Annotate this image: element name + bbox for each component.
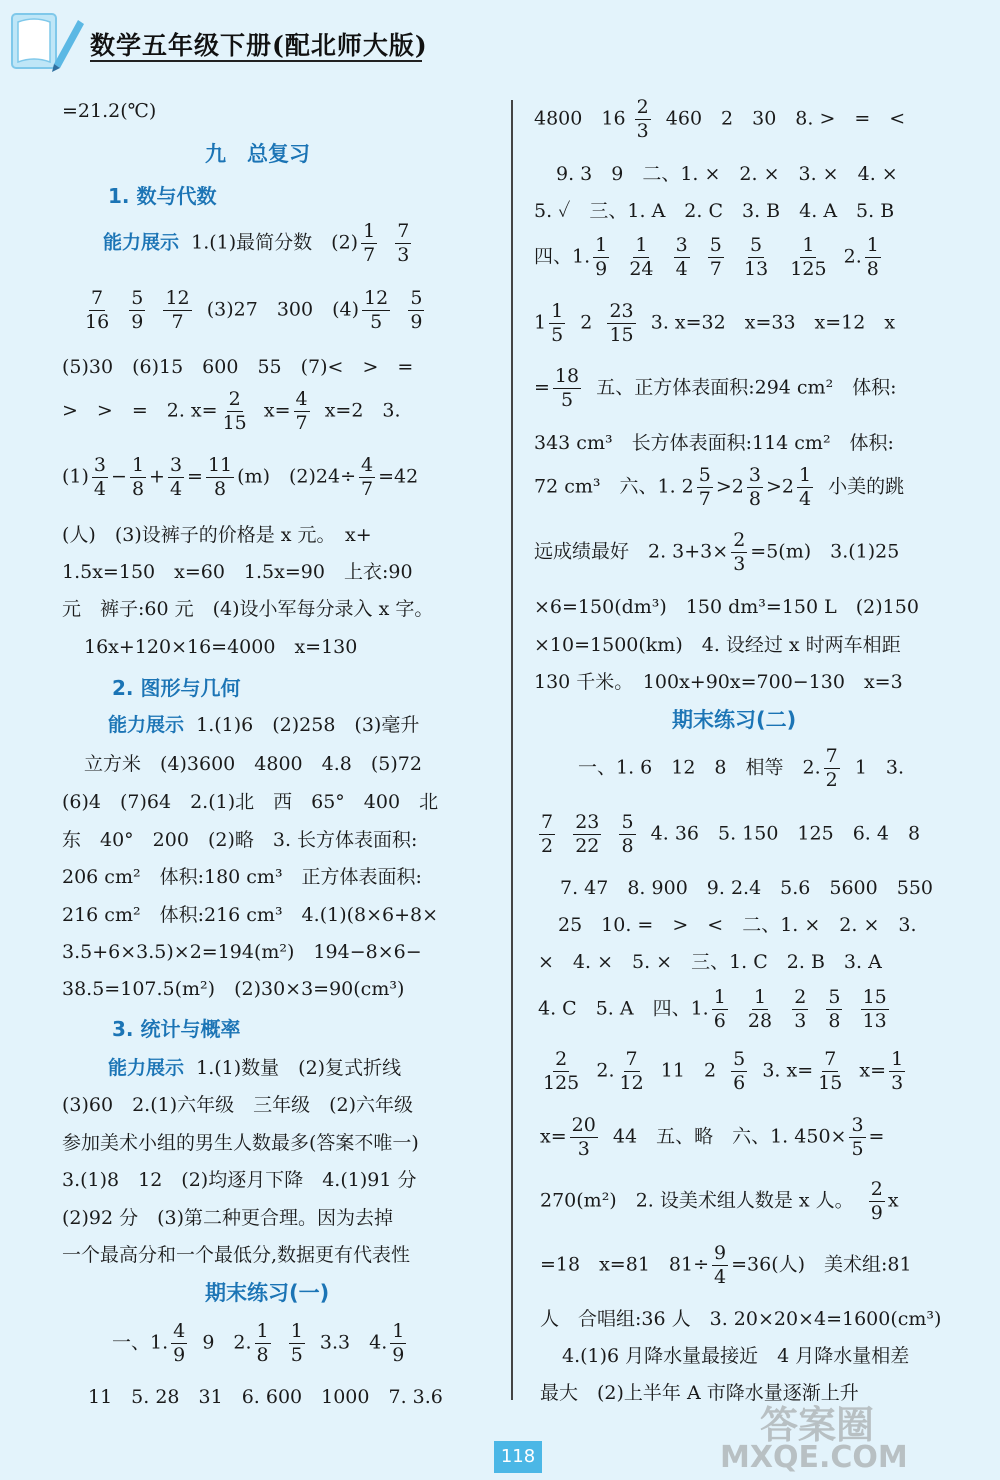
text-line: 216 cm² 体积:216 cm³ 4.(1)(8×6+8× [62,904,439,926]
text-line: 3.(1)8 12 (2)均逐月下降 4.(1)91 分 [62,1169,417,1191]
text-line: 能力展示 1.(1)数量 (2)复式折线 [108,1057,402,1079]
fraction: $\frac{5}{13}$ [743,234,769,280]
page-header [0,0,1000,88]
text-line: 72 cm³ 六、1. 2 $\frac{5}{7}$ >2 $\frac{3}{8}$ >2 $\frac{1}{4}$ 小美的跳 [534,464,905,510]
text-line: 能力展示 1.(1)最简分数 (2) $\frac{1}{7}$ $\frac{7}{3}$ [103,220,410,266]
text-line: 元 裤子:60 元 (4)设小军每分录入 x 字。 [62,598,434,620]
text-line: 人 合唱组:36 人 3. 20×20×4=1600(cm³) [540,1308,942,1330]
text-line: 25 10. = > < 二、1. × 2. × 3. [558,914,917,936]
fraction: $\frac{7}{12}$ [619,1048,644,1094]
header-underline [90,60,422,62]
section-title: 期末练习(二) [672,708,797,732]
text-line: > > = 2. x= $\frac{2}{15}$ x= $\frac{4}{7}$ x=2 3. [62,388,401,434]
fraction: $\frac{1}{5}$ [290,1320,303,1366]
fraction: $\frac{5}{8}$ [828,986,841,1032]
section-title: 期末练习(一) [205,1281,330,1305]
fraction: $\frac{5}{9}$ [410,287,423,333]
text-line: (1) $\frac{3}{4}$ − $\frac{1}{8}$ + $\frac{3}{4}$ = $\frac{11}{8}$ (m) (2)24÷ $\frac{4}{7}$ =42 [62,454,419,500]
fraction: $\frac{3}{4}$ [93,454,107,500]
text-line: 一、1. 6 12 8 相等 2. $\frac{7}{2}$ 1 3. [578,745,905,791]
fraction: $\frac{7}{3}$ [397,220,410,266]
text-line: ×6=150(dm³) 150 dm³=150 L (2)150 [534,596,919,618]
text-line: (6)4 (7)64 2.(1)北 西 65° 400 北 [62,791,439,813]
text-line: 参加美术小组的男生人数最多(答案不唯一) [62,1132,419,1154]
text-line: 11 5. 28 31 6. 600 1000 7. 3.6 [88,1386,443,1408]
fraction: $\frac{1}{8}$ [256,1320,269,1366]
text-line: 16x+120×16=4000 x=130 [84,636,358,658]
fraction: $\frac{1}{6}$ [713,986,726,1032]
text-line: =21.2(℃) [62,100,157,122]
text-line: 4.(1)6 月降水量最接近 4 月降水量相差 [562,1345,910,1367]
fraction: $\frac{1}{28}$ [747,986,773,1032]
section-title: 3. 统计与概率 [112,1017,241,1041]
text-line: (人) (3)设裤子的价格是 x 元。 x+ [62,524,372,546]
fraction: $\frac{4}{7}$ [361,454,374,500]
text-line: 206 cm² 体积:180 cm³ 正方体表面积: [62,866,422,888]
fraction: $\frac{1}{24}$ [629,234,654,280]
fraction: $\frac{7}{2}$ [541,811,554,857]
text-line: $\frac{7}{16}$ $\frac{5}{9}$ $\frac{12}{7}$ (3)27 300 (4) $\frac{12}{5}$ $\frac{5}{9}$ [85,287,423,333]
fraction: $\frac{15}{13}$ [862,986,887,1032]
text-line: 最大 (2)上半年 A 市降水量逐渐上升 [540,1382,859,1404]
fraction: $\frac{2}{3}$ [733,529,746,575]
fraction: $\frac{1}{8}$ [866,234,879,280]
fraction: $\frac{4}{7}$ [295,388,308,434]
text-line: 343 cm³ 长方体表面积:114 cm² 体积: [534,432,894,454]
text-line: 1 $\frac{1}{5}$ 2 $\frac{23}{15}$ 3. x=32 x=33 x=12 x [534,300,896,346]
column-divider [511,100,513,1400]
fraction: $\frac{2}{125}$ [543,1048,580,1094]
fraction: $\frac{11}{8}$ [207,454,233,500]
fraction: $\frac{7}{16}$ [85,287,110,333]
fraction: $\frac{2}{3}$ [794,986,807,1032]
text-line: 7. 47 8. 900 9. 2.4 5.6 5600 550 [560,877,933,899]
text-line: (3)60 2.(1)六年级 三年级 (2)六年级 [62,1094,414,1116]
text-line: 3.5+6×3.5)×2=194(m²) 194−8×6− [62,941,422,963]
fraction: $\frac{1}{7}$ [363,220,376,266]
section-title: 2. 图形与几何 [112,676,241,700]
fraction: $\frac{12}{7}$ [165,287,190,333]
text-line: 能力展示 1.(1)6 (2)258 (3)毫升 [108,714,420,736]
text-line: 立方米 (4)3600 4800 4.8 (5)72 [84,753,422,775]
fraction: $\frac{1}{9}$ [392,1320,405,1366]
fraction: $\frac{18}{5}$ [554,365,580,411]
text-line: 130 千米。 100x+90x=700−130 x=3 [534,671,903,693]
fraction: $\frac{3}{8}$ [748,464,761,510]
text-line: $\frac{2}{125}$ 2. $\frac{7}{12}$ 11 2 $\frac{5}{6}$ 3. x= $\frac{7}{15}$ x= $\frac{1}{3}$ [543,1048,904,1094]
text-line: 东 40° 200 (2)略 3. 长方体表面积: [62,829,418,851]
text-line: 四、1. $\frac{1}{9}$ $\frac{1}{24}$ $\frac{3}{4}$ $\frac{5}{7}$ $\frac{5}{13}$ $\frac{1}{125}$ 2. $\frac{1}{8}$ [534,234,879,280]
fraction: $\frac{3}{4}$ [675,234,688,280]
fraction: $\frac{2}{15}$ [222,388,247,434]
fraction: $\frac{5}{7}$ [709,234,722,280]
text-line: 270(m²) 2. 设美术组人数是 x 人。 $\frac{2}{9}$ x [540,1178,899,1224]
chapter-title: 九 总复习 [205,142,310,166]
fraction: $\frac{3}{5}$ [851,1114,864,1160]
fraction: $\frac{7}{2}$ [825,745,838,791]
fraction: $\frac{1}{3}$ [891,1048,904,1094]
fraction: $\frac{1}{8}$ [131,454,145,500]
text-line: = $\frac{18}{5}$ 五、正方体表面积:294 cm² 体积: [534,365,897,411]
fraction: $\frac{9}{4}$ [714,1242,727,1288]
fraction: $\frac{23}{15}$ [609,300,634,346]
fraction: $\frac{5}{8}$ [621,811,634,857]
text-line: 4. C 5. A 四、1. $\frac{1}{6}$ $\frac{1}{28}$ $\frac{2}{3}$ $\frac{5}{8}$ $\frac{15}{13}$ [538,986,887,1032]
text-line: (5)30 (6)15 600 55 (7)< > = [62,356,414,378]
watermark-logo: 答案圈 [760,1403,875,1447]
fraction: $\frac{1}{125}$ [790,234,827,280]
text-line: 38.5=107.5(m²) (2)30×3=90(cm³) [62,978,405,1000]
fraction: $\frac{2}{3}$ [636,96,649,142]
text-line: 9. 3 9 二、1. × 2. × 3. × 4. × [556,163,898,185]
fraction: $\frac{23}{22}$ [575,811,600,857]
fraction: $\frac{3}{4}$ [169,454,183,500]
watermark-url: MXQE.COM [720,1440,908,1475]
text-line: 一个最高分和一个最低分,数据更有代表性 [62,1244,411,1266]
text-line: 1.5x=150 x=60 1.5x=90 上衣:90 [62,561,413,583]
fraction: $\frac{2}{9}$ [870,1178,883,1224]
text-line: (2)92 分 (3)第二种更合理。因为去掉 [62,1207,394,1229]
text-line: 一、1. $\frac{4}{9}$ 9 2. $\frac{1}{8}$ $\frac{1}{5}$ 3.3 4. $\frac{1}{9}$ [112,1320,405,1366]
text-line: $\frac{7}{2}$ $\frac{23}{22}$ $\frac{5}{8}$ 4. 36 5. 150 125 6. 4 8 [541,811,921,857]
text-line: ×10=1500(km) 4. 设经过 x 时两车相距 [534,634,901,656]
section-title: 1. 数与代数 [108,184,217,208]
text-line: 远成绩最好 2. 3+3× $\frac{2}{3}$ =5(m) 3.(1)25 [534,529,900,575]
text-line: =18 x=81 81÷ $\frac{9}{4}$ =36(人) 美术组:81 [540,1242,912,1288]
fraction: $\frac{4}{9}$ [173,1320,186,1366]
fraction: $\frac{1}{9}$ [595,234,608,280]
text-line: × 4. × 5. × 三、1. C 2. B 3. A [538,951,882,973]
fraction: $\frac{12}{5}$ [364,287,389,333]
fraction: $\frac{1}{5}$ [551,300,564,346]
fraction: $\frac{20}{3}$ [571,1114,596,1160]
header-title: 数学五年级下册(配北师大版) [90,31,428,60]
fraction: $\frac{1}{4}$ [798,464,812,510]
fraction: $\frac{5}{6}$ [733,1048,746,1094]
section-tag: 能力展示 [108,714,185,736]
page-number: 118 [494,1441,542,1473]
fraction: $\frac{7}{15}$ [818,1048,843,1094]
section-tag: 能力展示 [108,1057,185,1079]
fraction: $\frac{5}{9}$ [131,287,144,333]
text-line: 4800 16 $\frac{2}{3}$ 460 2 30 8. > = < [534,96,906,142]
text-line: 5. ✓ 三、1. A 2. C 3. B 4. A 5. B [534,200,895,222]
book-pen-logo-icon [8,6,88,76]
section-tag: 能力展示 [103,231,180,254]
fraction: $\frac{5}{7}$ [698,464,711,510]
text-line: x= $\frac{20}{3}$ 44 五、略 六、1. 450× $\frac{3}{5}$ = [540,1114,885,1160]
